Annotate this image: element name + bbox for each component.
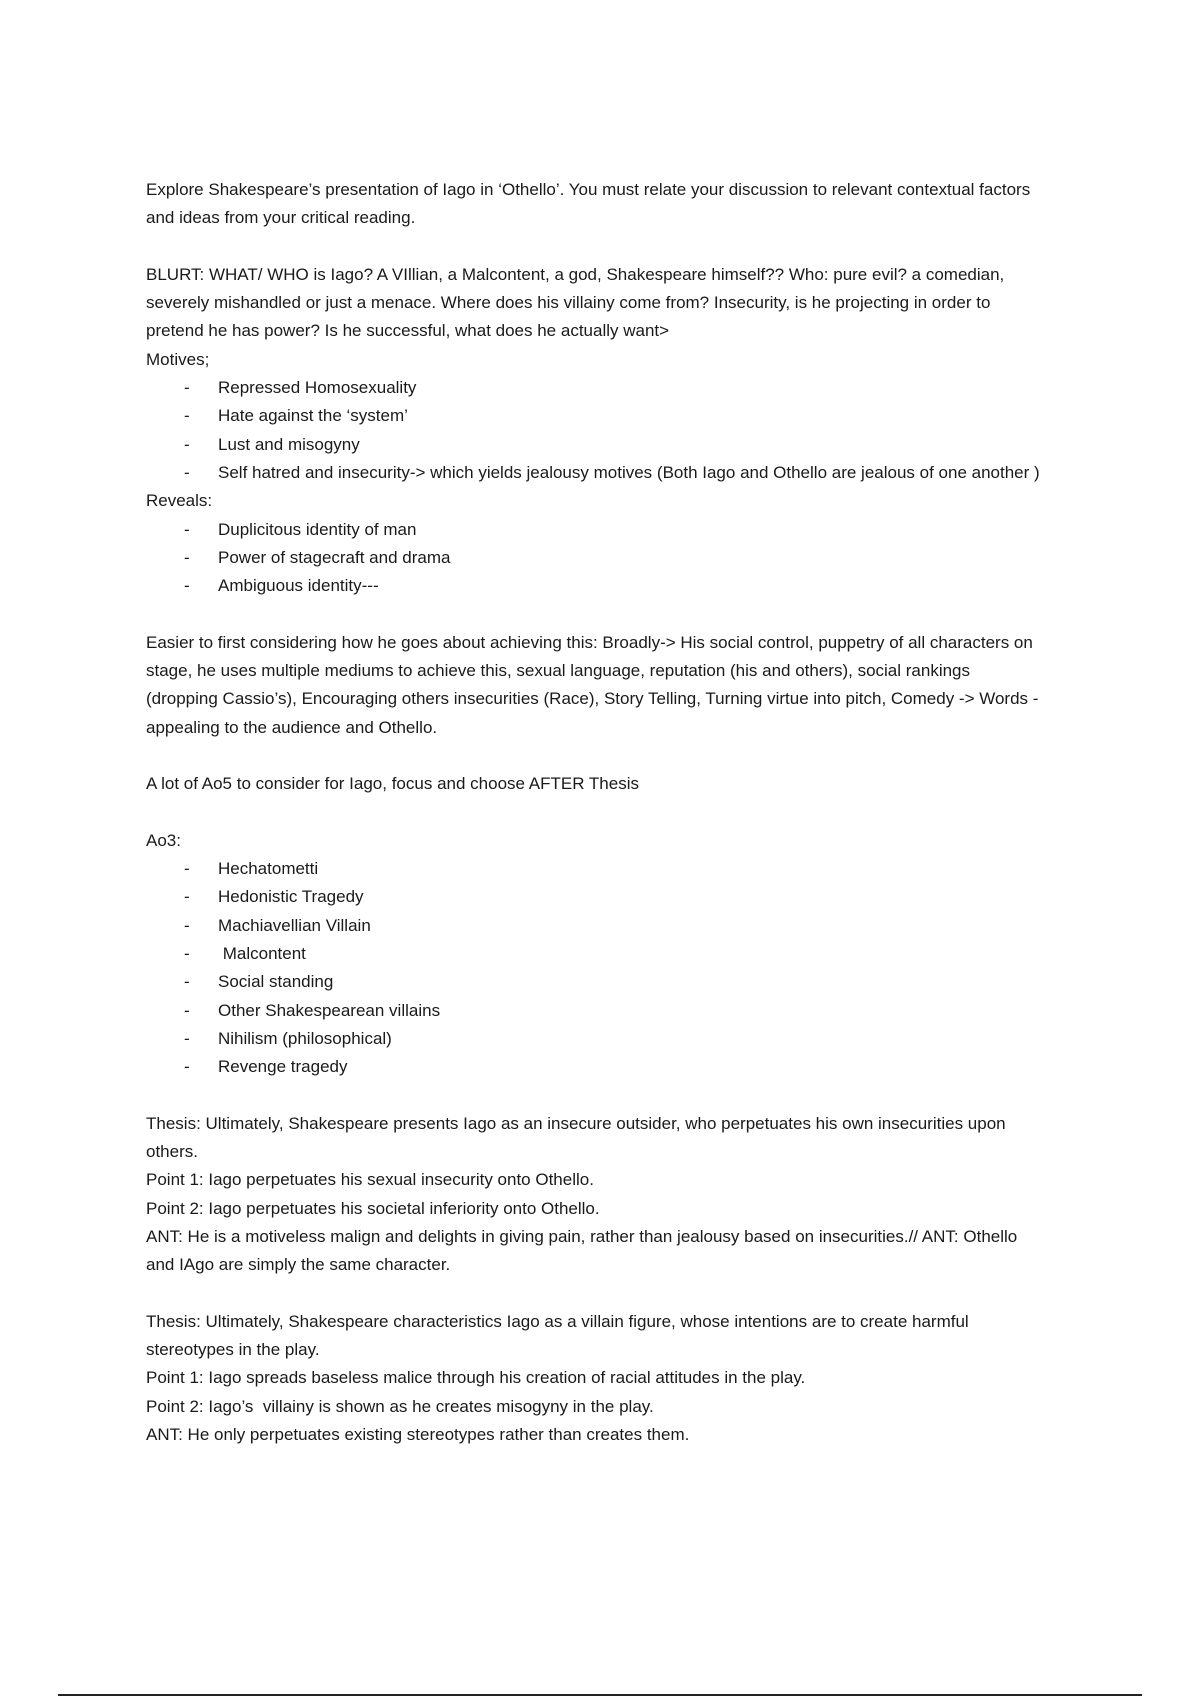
ao3-heading: Ao3: (146, 830, 181, 850)
spacer (146, 233, 1046, 261)
list-item: - Social standing (146, 968, 1046, 996)
thesis-2-point-2: Point 2: Iago’s villainy is shown as he creates misogyny in the play. (146, 1396, 654, 1416)
spacer (146, 600, 1046, 628)
spacer (146, 1082, 1046, 1110)
ao3-list (146, 855, 1046, 1081)
methods-paragraph: Easier to first considering how he goes about achieving this: Broadly-> His social control, puppetry of all characters on stage, he uses multiple mediums to achieve this, sexual language, reputation (his and others), social rankings (dropping Cassio’s), Encouraging others insecurities (Race), Story Telling, Turning virtue into pitch, Comedy -> Words - appealing to the audience and Othello. (146, 632, 1039, 737)
list-item: - Hate against the ‘system’ (146, 402, 1046, 430)
thesis-1: Thesis: Ultimately, Shakespeare presents Iago as an insecure outsider, who perpetuates his own insecurities upon others. (146, 1113, 1006, 1162)
list-item: - Malcontent (146, 940, 1046, 968)
list-item: - Lust and misogyny (146, 431, 1046, 459)
list-item: - Revenge tragedy (146, 1053, 1046, 1081)
thesis-2-ant: ANT: He only perpetuates existing stereotypes rather than creates them. (146, 1425, 690, 1445)
ao5-note: A lot of Ao5 to consider for Iago, focus and choose AFTER Thesis (146, 774, 639, 794)
spacer (146, 742, 1046, 770)
list-item: - Hedonistic Tragedy (146, 883, 1046, 911)
thesis-1-point-1: Point 1: Iago perpetuates his sexual insecurity onto Othello. (146, 1170, 594, 1190)
spacer (146, 1280, 1046, 1308)
list-item: - Duplicitous identity of man (146, 516, 1046, 544)
spacer (146, 799, 1046, 827)
list-item: - Other Shakespearean villains (146, 997, 1046, 1025)
reveals-heading: Reveals: (146, 491, 213, 511)
list-item: - Ambiguous identity--- (146, 572, 1046, 600)
thesis-1-ant: ANT: He is a motiveless malign and delights in giving pain, rather than jealousy based on insecurities.// ANT: Othello and IAgo are simply the same character. (146, 1226, 1018, 1275)
list-item: - Self hatred and insecurity-> which yields jealousy motives (Both Iago and Othello are jealous of one another ) (146, 459, 1046, 487)
list-item: - Nihilism (philosophical) (146, 1025, 1046, 1053)
list-item: - Machiavellian Villain (146, 912, 1046, 940)
blurt-paragraph: BLURT: WHAT/ WHO is Iago? A VIllian, a Malcontent, a god, Shakespeare himself?? Who: pure evil? a comedian, severely mishandled or just a menace. Where does his villainy come from? Insecurity, is he projecting in order to pretend he has power? Is he successful, what does he actually want> (146, 264, 1005, 341)
reveals-list (146, 516, 1046, 601)
motives-list (146, 374, 1046, 487)
list-item: - Repressed Homosexuality (146, 374, 1046, 402)
footer-rule (58, 1694, 1142, 1696)
motives-heading: Motives; (146, 349, 210, 369)
essay-prompt: Explore Shakespeare’s presentation of Iago in ‘Othello’. You must relate your discussion to relevant contextual factors and ideas from your critical reading. (146, 180, 1031, 228)
thesis-2: Thesis: Ultimately, Shakespeare characteristics Iago as a villain figure, whose intentions are to create harmful stereotypes in the play. (146, 1311, 969, 1360)
thesis-1-point-2: Point 2: Iago perpetuates his societal inferiority onto Othello. (146, 1198, 600, 1218)
list-item: - Power of stagecraft and drama (146, 544, 1046, 572)
list-item: - Hechatometti (146, 855, 1046, 883)
document-body (146, 176, 1046, 1449)
thesis-2-point-1: Point 1: Iago spreads baseless malice through his creation of racial attitudes in the play. (146, 1368, 806, 1388)
